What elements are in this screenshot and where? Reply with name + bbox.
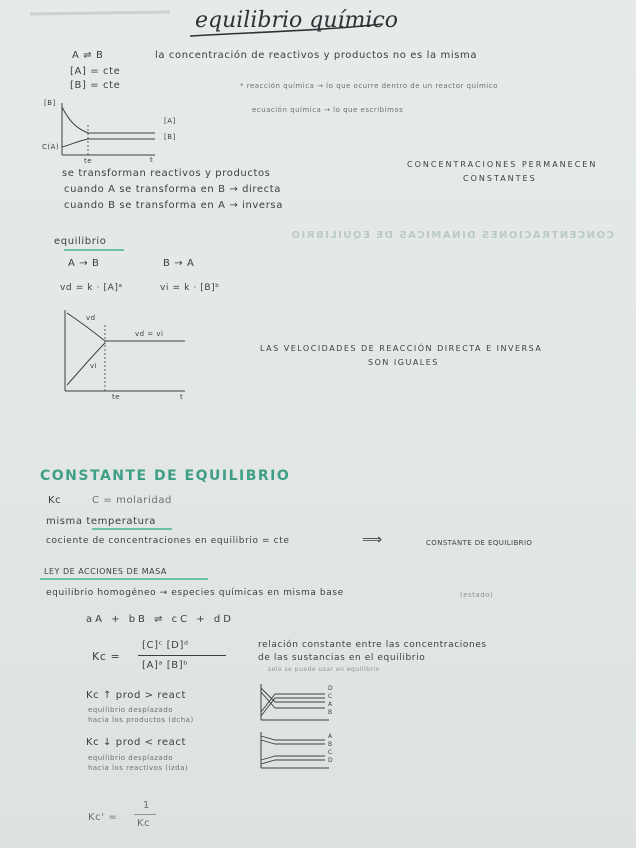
note-ecuacion: ecuación química → lo que escribimos bbox=[252, 106, 404, 114]
case-up-letter: A bbox=[328, 701, 333, 708]
case-up-letter: C bbox=[328, 693, 333, 700]
equilibrio-heading: equilibrio bbox=[54, 236, 107, 247]
intro-reaction: A ⇌ B bbox=[72, 50, 104, 61]
graph2-x-end: t bbox=[180, 393, 184, 401]
vd-formula: vd = k · [A]ᵃ bbox=[60, 283, 123, 293]
transform-line2: cuando A se transforma en B → directa bbox=[64, 184, 282, 195]
equilibrio-underline bbox=[64, 249, 124, 251]
case-down-note1: equilibrio desplazado bbox=[88, 754, 174, 762]
graph1-x-label: te bbox=[84, 157, 93, 165]
c-definition: C = molaridad bbox=[92, 495, 172, 506]
case-up-graph bbox=[255, 682, 335, 724]
kc-denominator: [A]ᵃ [B]ᵇ bbox=[142, 660, 189, 671]
intro-conc-statement: la concentración de reactivos y productos no es la misma bbox=[155, 50, 478, 61]
velocity-graph bbox=[55, 305, 195, 400]
inverse-k-den: Kc bbox=[137, 818, 151, 829]
case-down-letter: D bbox=[328, 757, 334, 764]
case-down-letter: A bbox=[328, 733, 333, 740]
constantes-label: CONSTANTES bbox=[463, 174, 537, 183]
intro-cb: [B] = cte bbox=[70, 80, 121, 91]
graph1-y-bottom: C(A) bbox=[42, 143, 60, 151]
ley-underline bbox=[40, 578, 208, 580]
case-up-note2: hacia los productos (dcha) bbox=[88, 716, 194, 724]
note-reaccion: * reacción química → lo que ocurre dentro de un reactor químico bbox=[240, 82, 498, 90]
concentraciones-label: CONCENTRACIONES PERMANECEN bbox=[407, 160, 598, 169]
kc-symbol: Kc bbox=[48, 495, 62, 506]
temperatura-underline bbox=[92, 528, 172, 530]
cociente: cociente de concentraciones en equilibrio = cte bbox=[46, 536, 290, 546]
graph1-right-bottom: [B] bbox=[164, 133, 176, 141]
ghost-text: CONCENTRACIONES DINAMICAS DE EQUILIBRIO bbox=[290, 230, 614, 241]
temperatura: misma temperatura bbox=[46, 516, 157, 527]
inverse-k-lhs: Kc' = bbox=[88, 812, 118, 823]
graph2-eq: vd = vi bbox=[135, 330, 164, 338]
concentration-graph bbox=[40, 95, 200, 170]
transform-line1: se transforman reactivos y productos bbox=[62, 168, 271, 179]
case-down-letters bbox=[328, 733, 336, 765]
vi-formula: vi = k · [B]ᵇ bbox=[160, 283, 220, 293]
graph1-y-top: [B] bbox=[44, 99, 56, 107]
case-up-note1: equilibrio desplazado bbox=[88, 706, 174, 714]
general-reaction: aA + bB ⇌ cC + dD bbox=[86, 614, 234, 625]
fraction-bar bbox=[138, 655, 226, 656]
implies-arrow: ⟹ bbox=[362, 532, 383, 548]
page-title: equilibrio químico bbox=[195, 8, 399, 33]
ley-heading: LEY DE ACCIONES DE MASA bbox=[44, 567, 167, 576]
inverse-k-num: 1 bbox=[143, 800, 150, 811]
relation-line3: solo se puede usar en equilibrio bbox=[268, 666, 380, 673]
transform-line3: cuando B se transforma en A → inversa bbox=[64, 200, 283, 211]
inverse-k-bar bbox=[134, 814, 156, 815]
intro-ca: [A] = cte bbox=[70, 66, 121, 77]
case-up-letter: B bbox=[328, 709, 333, 716]
constante-heading: CONSTANTE DE EQUILIBRIO bbox=[40, 468, 291, 484]
equilibrio-direct: A → B bbox=[68, 258, 100, 269]
case-down-title: Kc ↓ prod < react bbox=[86, 737, 187, 748]
estado-note: (estado) bbox=[460, 591, 494, 599]
constante-label: CONSTANTE DE EQUILIBRIO bbox=[426, 539, 533, 547]
relation-line1: relación constante entre las concentraciones bbox=[258, 640, 487, 650]
velocidades-line2: SON IGUALES bbox=[368, 358, 439, 367]
graph1-x-end: t bbox=[150, 156, 154, 164]
case-down-letter: C bbox=[328, 749, 333, 756]
kc-numerator: [C]ᶜ [D]ᵈ bbox=[142, 640, 189, 651]
relation-line2: de las sustancias en el equilibrio bbox=[258, 653, 426, 663]
graph2-x-label: te bbox=[112, 393, 121, 401]
graph2-vi: vi bbox=[90, 362, 98, 370]
case-up-title: Kc ↑ prod > react bbox=[86, 690, 187, 701]
kc-equals: Kc = bbox=[92, 650, 121, 663]
case-up-letters bbox=[328, 685, 336, 717]
case-down-graph bbox=[255, 730, 335, 772]
homogeneo: equilibrio homogéneo → especies químicas en misma base bbox=[46, 588, 344, 598]
graph1-right-top: [A] bbox=[164, 117, 176, 125]
equilibrio-inverse: B → A bbox=[163, 258, 195, 269]
case-down-letter: B bbox=[328, 741, 333, 748]
velocidades-line1: LAS VELOCIDADES DE REACCIÓN DIRECTA E INVERSA bbox=[260, 344, 543, 353]
case-down-note2: hacia los reactivos (izda) bbox=[88, 764, 189, 772]
case-up-letter: D bbox=[328, 685, 334, 692]
graph2-vd: vd bbox=[86, 314, 96, 322]
